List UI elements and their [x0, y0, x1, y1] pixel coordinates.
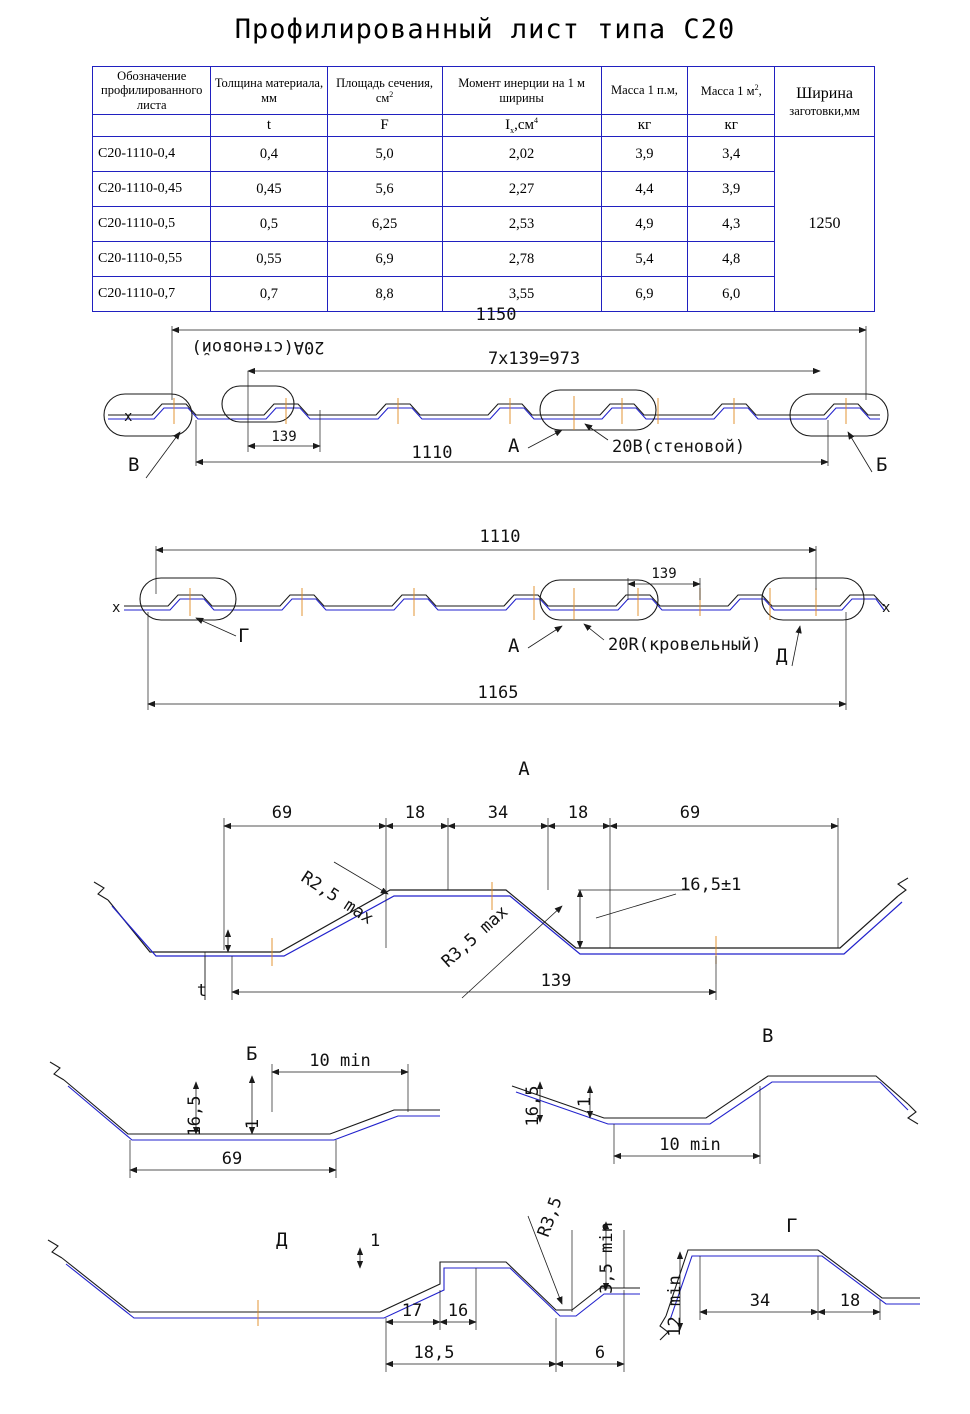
mark-A-roof: А: [508, 635, 520, 657]
cell-m2: 4,3: [688, 207, 775, 242]
spec-table-wrap: [92, 66, 875, 312]
mark-B-wall: Б: [876, 454, 888, 476]
cell-t: 0,7: [211, 277, 327, 312]
dim-A-pitch: 139: [540, 971, 572, 991]
cell-i: 2,53: [442, 207, 601, 242]
table-row: [93, 242, 875, 277]
header-row-titles: [93, 67, 875, 115]
dim-G-34: 34: [749, 1291, 771, 1311]
cell-name: С20-1110-0,5: [93, 207, 211, 242]
dim-roof-bottom: 1165: [477, 683, 519, 703]
sym-t: t: [211, 115, 327, 137]
view-wall-profile: [104, 305, 888, 478]
th-inertia: Момент инерции на 1 м ширины: [442, 67, 601, 115]
header-row-symbols: [93, 115, 875, 137]
dim-B-165: 16,5: [185, 1095, 205, 1137]
th-mass-m2-text: Масса 1 м: [700, 83, 755, 98]
axis-label-x-wall: x: [124, 409, 133, 425]
dim-A-height: 16,5±1: [680, 875, 742, 895]
view-roof-profile: [112, 527, 890, 710]
cell-name: С20-1110-0,4: [93, 137, 211, 172]
mark-detail-G: Г: [786, 1215, 798, 1237]
th-width: [775, 67, 875, 137]
axis-label-x-roof-right: x: [882, 600, 891, 616]
dim-A-18-left: 18: [404, 803, 426, 823]
table-body: [93, 137, 875, 312]
cell-m1: 4,9: [601, 207, 688, 242]
cell-m1: 4,4: [601, 172, 688, 207]
cell-f: 6,25: [327, 207, 442, 242]
mark-detail-V: В: [762, 1025, 774, 1047]
mark-detail-B: Б: [246, 1043, 258, 1065]
dim-D-185: 18,5: [413, 1343, 455, 1363]
th-designation-sym: [93, 115, 211, 137]
cell-t: 0,45: [211, 172, 327, 207]
table-row: [93, 277, 875, 312]
dim-G-18: 18: [839, 1291, 861, 1311]
dim-V-165: 16,5: [523, 1085, 543, 1127]
cell-m2: 6,0: [688, 277, 775, 312]
detail-D: [48, 1194, 640, 1372]
label-20B-wall: 20В(стеновой): [612, 437, 746, 457]
dim-A-69-left: 69: [271, 803, 293, 823]
dim-A-thickness: t: [196, 981, 208, 1001]
dim-G-12min: 12 min: [665, 1275, 685, 1337]
dim-roof-pitch: 139: [651, 566, 677, 582]
dim-A-radius1: R2,5 max: [297, 867, 377, 929]
th-thickness: Толщина материала, мм: [211, 67, 327, 115]
dim-wall-work: 1110: [411, 443, 453, 463]
dim-D-17: 17: [401, 1301, 423, 1321]
dim-wall-overall: 1150: [475, 305, 517, 325]
cell-f: 8,8: [327, 277, 442, 312]
cell-f: 6,9: [327, 242, 442, 277]
dim-A-69-right: 69: [679, 803, 701, 823]
sym-i: $I_x,см^4$: [442, 115, 601, 137]
label-20A-wall: 20А(стеновой): [191, 337, 325, 357]
table-row: [93, 137, 875, 172]
cell-f: 5,0: [327, 137, 442, 172]
axis-label-x-roof-left: x: [112, 600, 121, 616]
dim-V-10min: 10 min: [659, 1135, 721, 1155]
cell-name: С20-1110-0,55: [93, 242, 211, 277]
dim-D-radius: R3,5: [533, 1194, 567, 1240]
th-width-title: Ширина: [796, 85, 854, 103]
cell-m2: 3,4: [688, 137, 775, 172]
th-designation: Обозначение профилированного листа: [93, 67, 211, 115]
dim-A-radius2: R3,5 max: [437, 902, 513, 972]
cell-name: С20-1110-0,45: [93, 172, 211, 207]
sym-kg-2: кг: [688, 115, 775, 137]
dim-roof-top: 1110: [479, 527, 521, 547]
dim-A-18-right: 18: [567, 803, 589, 823]
mark-G-roof: Г: [238, 625, 250, 647]
cell-i: 2,27: [442, 172, 601, 207]
cell-m1: 5,4: [601, 242, 688, 277]
cell-i: 2,02: [442, 137, 601, 172]
cell-t: 0,5: [211, 207, 327, 242]
dim-B-10min: 10 min: [309, 1051, 371, 1071]
dim-A-34: 34: [487, 803, 509, 823]
dim-V-1: 1: [575, 1096, 595, 1108]
sym-i-text: I: [505, 117, 511, 134]
cell-name: С20-1110-0,7: [93, 277, 211, 312]
table-row: [93, 207, 875, 242]
mark-D-roof: Д: [776, 645, 788, 667]
page-title: Профилированный лист типа С20: [234, 14, 736, 45]
cell-m2: 4,8: [688, 242, 775, 277]
dim-D-6: 6: [594, 1343, 606, 1363]
th-width-sub: заготовки,мм: [789, 103, 860, 118]
detail-V: [512, 1025, 918, 1164]
cell-i: 3,55: [442, 277, 601, 312]
table-row: [93, 172, 875, 207]
cell-t: 0,55: [211, 242, 327, 277]
cell-m1: 3,9: [601, 137, 688, 172]
detail-B-left: [50, 1043, 440, 1178]
label-20R-roof: 20R(кровельный): [608, 635, 762, 655]
sym-kg-1: кг: [601, 115, 688, 137]
mark-detail-D: Д: [276, 1229, 288, 1251]
cell-t: 0,4: [211, 137, 327, 172]
dim-D-35min: 3,5 min: [597, 1222, 617, 1294]
spec-table: [92, 66, 875, 312]
table-header: [93, 67, 875, 137]
mark-A-wall: А: [508, 435, 520, 457]
th-area-text: Площадь сечения, см: [336, 75, 434, 106]
dim-B-1: 1: [243, 1118, 263, 1130]
th-area: Площадь сечения, $см^2$: [327, 67, 442, 115]
cell-m1: 6,9: [601, 277, 688, 312]
dim-wall-pitch: 139: [271, 429, 297, 445]
dim-wall-step: 7х139=973: [487, 349, 581, 369]
cell-width: 1250: [775, 137, 875, 312]
sym-f: F: [327, 115, 442, 137]
dim-D-1: 1: [370, 1231, 381, 1251]
detail-A: [94, 758, 908, 1001]
dim-B-69: 69: [221, 1149, 243, 1169]
cell-f: 5,6: [327, 172, 442, 207]
dim-D-16: 16: [447, 1301, 469, 1321]
cell-m2: 3,9: [688, 172, 775, 207]
th-mass-m2: Масса 1 $м^2$,: [688, 67, 775, 115]
mark-detail-A: А: [518, 758, 530, 780]
cell-i: 2,78: [442, 242, 601, 277]
th-mass-lm: Масса 1 п.м,: [601, 67, 688, 115]
mark-V-wall: В: [128, 454, 140, 476]
